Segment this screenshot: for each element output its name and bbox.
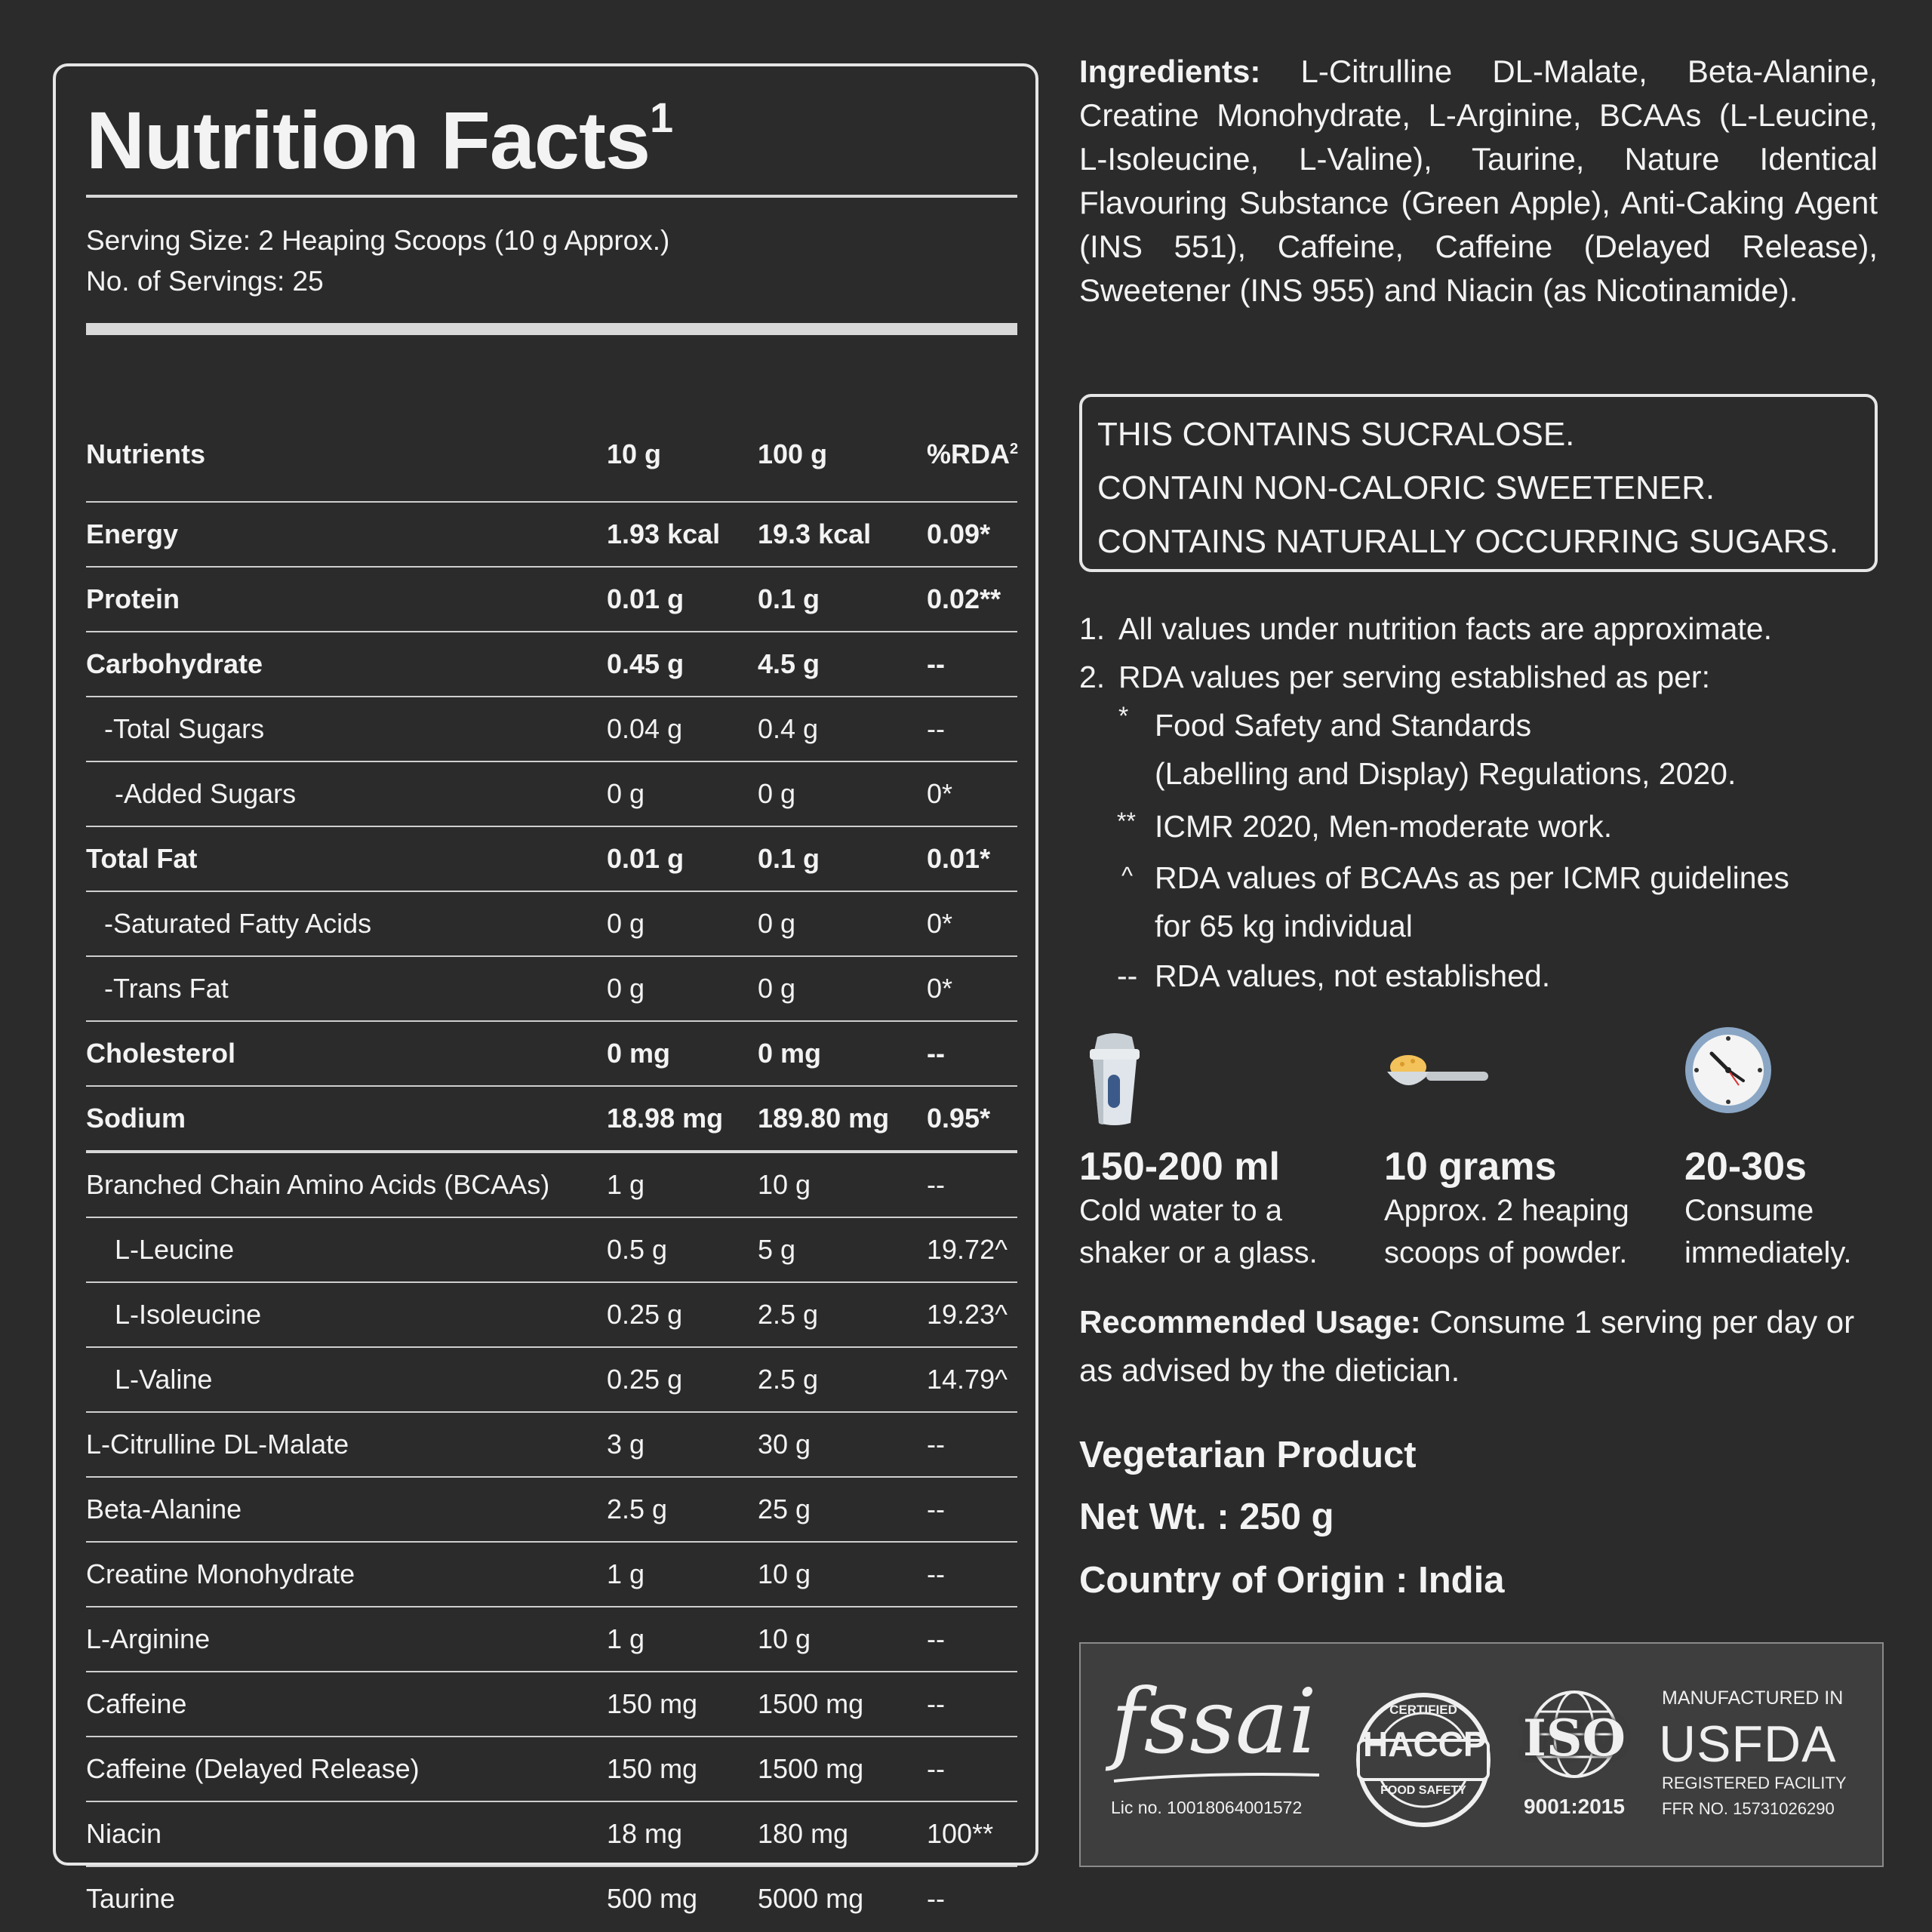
footnote-number: 2. (1079, 660, 1106, 694)
value-per-100g: 0.4 g (758, 697, 927, 761)
table-row (86, 1086, 1017, 1152)
table-row (86, 1542, 1017, 1607)
nutrient-name: L-Valine (86, 1347, 607, 1412)
rda-percent: -- (927, 1607, 1017, 1672)
table-row (86, 761, 1017, 826)
serving-divider (86, 323, 1017, 335)
table-row (86, 1607, 1017, 1672)
servings-count: No. of Servings: 25 (86, 266, 324, 297)
rda-percent: -- (927, 1412, 1017, 1477)
table-row (86, 632, 1017, 697)
value-per-100g: 5 g (758, 1217, 927, 1282)
fssai-logo: fssai (1111, 1669, 1317, 1774)
iso-standard: 9001:2015 (1524, 1795, 1625, 1818)
value-per-10g: 0 g (607, 956, 758, 1021)
value-per-10g: 0 mg (607, 1021, 758, 1086)
header-10g: 10 g (607, 415, 758, 502)
recommended-usage (1079, 1298, 1879, 1395)
table-row (86, 956, 1017, 1021)
nutrient-name: -Total Sugars (86, 697, 607, 761)
value-per-10g: 18 mg (607, 1801, 758, 1866)
table-row (86, 1282, 1017, 1347)
direction-text: shaker or a glass. (1079, 1236, 1318, 1269)
footnote-symbol: ^ (1121, 862, 1134, 889)
rda-percent: 14.79^ (927, 1347, 1017, 1412)
header-100g: 100 g (758, 415, 927, 502)
shaker-icon (1081, 1031, 1149, 1129)
header-nutrients: Nutrients (86, 415, 607, 502)
table-row (86, 1672, 1017, 1737)
fssai-license: Lic no. 10018064001572 (1111, 1798, 1303, 1817)
nutrition-facts-title (86, 88, 672, 193)
nutrient-name: Energy (86, 502, 607, 567)
value-per-10g: 0 g (607, 891, 758, 956)
footnote-text: ICMR 2020, Men-moderate work. (1155, 809, 1613, 844)
fssai-underline-icon (1111, 1764, 1322, 1787)
nutrient-name: L-Citrulline DL-Malate (86, 1412, 607, 1477)
value-per-10g: 150 mg (607, 1672, 758, 1737)
header-rda-text: %RDA (927, 438, 1011, 469)
nutrient-name: Cholesterol (86, 1021, 607, 1086)
value-per-100g: 0 g (758, 891, 927, 956)
direction-quantity: 10 grams (1384, 1145, 1557, 1189)
usage-text: Consume 1 serving per day or as advised by the dietician. (1079, 1304, 1855, 1388)
sweetener-warning-box (1079, 394, 1878, 572)
header-rda-footnote: 2 (1010, 441, 1019, 457)
warning-line: CONTAINS NATURALLY OCCURRING SUGARS. (1097, 523, 1838, 560)
vegetarian-label: Vegetarian Product (1079, 1435, 1417, 1475)
rda-percent: 0* (927, 761, 1017, 826)
value-per-100g: 0 mg (758, 1021, 927, 1086)
table-row (86, 502, 1017, 567)
nutrient-name: -Trans Fat (86, 956, 607, 1021)
footnote-symbol: * (1118, 702, 1129, 731)
value-per-100g: 189.80 mg (758, 1086, 927, 1152)
rda-percent: 0.02** (927, 567, 1017, 632)
value-per-10g: 3 g (607, 1412, 758, 1477)
value-per-100g: 4.5 g (758, 632, 927, 697)
header-rda (927, 415, 1017, 502)
value-per-100g: 2.5 g (758, 1347, 927, 1412)
title-text: Nutrition Facts (86, 94, 651, 186)
value-per-100g: 30 g (758, 1412, 927, 1477)
rda-percent: 0* (927, 891, 1017, 956)
nutrient-name: Protein (86, 567, 607, 632)
direction-quantity: 20-30s (1684, 1145, 1807, 1189)
direction-text: Approx. 2 heaping (1384, 1194, 1629, 1227)
usfda-logo: USFDA (1659, 1715, 1837, 1773)
iso-logo: ISO (1523, 1709, 1626, 1767)
nutrient-name: Niacin (86, 1801, 607, 1866)
country-of-origin: Country of Origin : India (1079, 1560, 1505, 1601)
value-per-100g: 180 mg (758, 1801, 927, 1866)
direction-quantity: 150-200 ml (1079, 1145, 1280, 1189)
value-per-100g: 1500 mg (758, 1737, 927, 1801)
value-per-100g: 10 g (758, 1607, 927, 1672)
nutrient-name: Total Fat (86, 826, 607, 891)
table-row (86, 697, 1017, 761)
rda-percent: -- (927, 1542, 1017, 1607)
table-row (86, 1737, 1017, 1801)
nutrition-table-body (86, 502, 1017, 1930)
ingredients-text (1079, 50, 1878, 312)
haccp-certified-text: CERTIFIED (1389, 1703, 1457, 1717)
footnote-text: for 65 kg individual (1155, 909, 1413, 943)
value-per-10g: 0 g (607, 761, 758, 826)
value-per-10g: 0.04 g (607, 697, 758, 761)
table-row (86, 1217, 1017, 1282)
rda-percent: -- (927, 1477, 1017, 1542)
certifications-box (1079, 1642, 1884, 1867)
value-per-10g: 0.25 g (607, 1282, 758, 1347)
value-per-100g: 0.1 g (758, 567, 927, 632)
footnote-text: RDA values per serving established as per: (1118, 660, 1710, 694)
table-row (86, 1477, 1017, 1542)
footnote-number: 1. (1079, 611, 1106, 646)
table-row (86, 891, 1017, 956)
direction-text: Cold water to a (1079, 1194, 1283, 1227)
rda-percent: 0.01* (927, 826, 1017, 891)
value-per-100g: 1500 mg (758, 1672, 927, 1737)
nutrient-name: Creatine Monohydrate (86, 1542, 607, 1607)
table-row (86, 826, 1017, 891)
rda-percent: 0.95* (927, 1086, 1017, 1152)
net-weight: Net Wt. : 250 g (1079, 1497, 1334, 1537)
rda-percent: -- (927, 1737, 1017, 1801)
value-per-10g: 1.93 kcal (607, 502, 758, 567)
table-row (86, 1152, 1017, 1217)
ingredients-list: L-Citrulline DL-Malate, Beta-Alanine, Creatine Monohydrate, L-Arginine, BCAAs (L-Leucine, L-Isoleucine, L-Valine), Taurine, Nature Identical Flavouring Substance (Green Apple), Anti-Caking Agent (INS 551), Caffeine, Caffeine (Delayed Release), Sweetener (INS 955) and Niacin (as Nicotinamide). (1079, 54, 1878, 308)
direction-text: Consume (1684, 1194, 1814, 1227)
value-per-10g: 0.25 g (607, 1347, 758, 1412)
value-per-10g: 150 mg (607, 1737, 758, 1801)
warning-line: CONTAIN NON-CALORIC SWEETENER. (1097, 469, 1715, 506)
value-per-10g: 2.5 g (607, 1477, 758, 1542)
footnote-text: Food Safety and Standards (1155, 708, 1532, 743)
footnote-text: All values under nutrition facts are approximate. (1118, 611, 1773, 646)
title-divider (86, 195, 1017, 198)
nutrient-name: Beta-Alanine (86, 1477, 607, 1542)
title-footnote-marker: 1 (650, 94, 673, 141)
value-per-100g: 10 g (758, 1152, 927, 1217)
ingredients-label: Ingredients: (1079, 54, 1261, 89)
rda-percent: 19.23^ (927, 1282, 1017, 1347)
usage-label: Recommended Usage: (1079, 1304, 1421, 1340)
value-per-10g: 0.01 g (607, 826, 758, 891)
table-row (86, 1347, 1017, 1412)
table-row (86, 567, 1017, 632)
nutrient-name: Caffeine (86, 1672, 607, 1737)
footnote-symbol: -- (1117, 958, 1138, 993)
rda-percent: 0.09* (927, 502, 1017, 567)
table-row (86, 1801, 1017, 1866)
value-per-100g: 10 g (758, 1542, 927, 1607)
nutrient-name: Branched Chain Amino Acids (BCAAs) (86, 1152, 607, 1217)
warning-line: THIS CONTAINS SUCRALOSE. (1097, 416, 1575, 453)
value-per-10g: 0.45 g (607, 632, 758, 697)
nutrient-name: -Saturated Fatty Acids (86, 891, 607, 956)
rda-percent: 100** (927, 1801, 1017, 1866)
value-per-10g: 0.01 g (607, 567, 758, 632)
value-per-10g: 0.5 g (607, 1217, 758, 1282)
footnote-text: RDA values, not established. (1155, 958, 1551, 993)
rda-percent: -- (927, 697, 1017, 761)
value-per-10g: 1 g (607, 1542, 758, 1607)
value-per-100g: 0.1 g (758, 826, 927, 891)
rda-percent: -- (927, 1672, 1017, 1737)
scoop-icon (1384, 1049, 1490, 1109)
nutrient-name: Sodium (86, 1086, 607, 1152)
nutrient-name: L-Arginine (86, 1607, 607, 1672)
nutrient-name: -Added Sugars (86, 761, 607, 826)
rda-percent: -- (927, 632, 1017, 697)
nutrient-name: L-Isoleucine (86, 1282, 607, 1347)
value-per-100g: 0 g (758, 761, 927, 826)
nutrient-name: Caffeine (Delayed Release) (86, 1737, 607, 1801)
serving-size: Serving Size: 2 Heaping Scoops (10 g Approx.) (86, 225, 670, 256)
value-per-100g: 19.3 kcal (758, 502, 927, 567)
rda-percent: -- (927, 1883, 945, 1914)
footnote-text: RDA values of BCAAs as per ICMR guidelines (1155, 860, 1789, 895)
footnote-text: (Labelling and Display) Regulations, 2020. (1155, 756, 1737, 791)
value-per-10g: 500 mg (607, 1883, 698, 1914)
value-per-10g: 1 g (607, 1607, 758, 1672)
rda-percent: 0* (927, 956, 1017, 1021)
direction-text: scoops of powder. (1384, 1236, 1628, 1269)
table-row (86, 1866, 1017, 1930)
rda-percent: -- (927, 1021, 1017, 1086)
nutrient-name: L-Leucine (86, 1217, 607, 1282)
value-per-100g: 2.5 g (758, 1282, 927, 1347)
value-per-100g: 25 g (758, 1477, 927, 1542)
table-header-row (86, 415, 1017, 502)
usfda-registered-text: REGISTERED FACILITY (1662, 1774, 1847, 1792)
value-per-100g: 5000 mg (758, 1883, 864, 1914)
usfda-manufactured-text: MANUFACTURED IN (1662, 1687, 1844, 1709)
haccp-food-safety-text: FOOD SAFETY (1380, 1784, 1466, 1797)
nutrition-table (86, 415, 1017, 1930)
haccp-logo: HACCP (1363, 1724, 1487, 1764)
usfda-ffr-number: FFR NO. 15731026290 (1662, 1799, 1835, 1818)
clock-icon (1683, 1025, 1774, 1115)
nutrient-name: Taurine (86, 1883, 176, 1914)
rda-percent: -- (927, 1152, 1017, 1217)
nutrition-facts-panel (53, 63, 1038, 1914)
value-per-10g: 1 g (607, 1152, 758, 1217)
rda-percent: 19.72^ (927, 1217, 1017, 1282)
footnote-symbol: ** (1117, 808, 1136, 835)
value-per-100g: 0 g (758, 956, 927, 1021)
value-per-10g: 18.98 mg (607, 1086, 758, 1152)
direction-text: immediately. (1684, 1236, 1852, 1269)
table-row (86, 1021, 1017, 1086)
table-row (86, 1412, 1017, 1477)
nutrient-name: Carbohydrate (86, 632, 607, 697)
